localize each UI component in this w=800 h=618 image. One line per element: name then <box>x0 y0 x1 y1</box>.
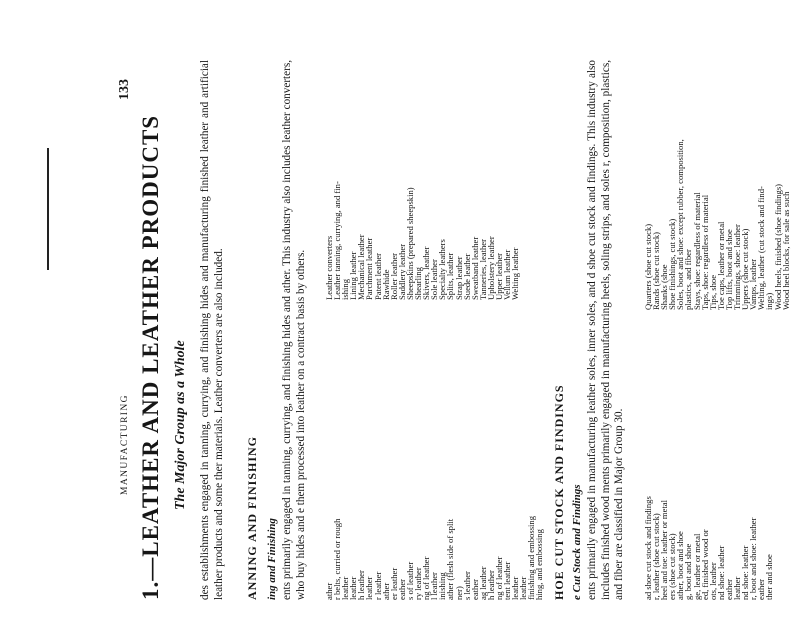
list-item: Shearling <box>413 267 424 300</box>
list-item: ge, leather or metal <box>691 533 702 600</box>
list-item: finishing and embossing <box>526 515 537 600</box>
list-item: Upholstery leather <box>485 236 496 300</box>
list-item: ather <box>380 582 391 600</box>
list-item: s of leather <box>404 561 415 600</box>
list-item: ishing <box>340 278 351 300</box>
running-head-section: MANUFACTURING <box>120 394 130 495</box>
section1-paragraph: ents primarily engaged in tanning, currying, and finishing hides and ather. This industry also includes leather converters, who buy hides and e them processed into leather on a contract basis by others. <box>281 60 307 600</box>
list-item: Roller leather <box>388 252 399 300</box>
list-item: eather <box>723 579 734 600</box>
list-item: Tanneries, leather <box>477 239 488 300</box>
list-item: heel and toe: leather or metal <box>659 500 670 600</box>
list-item: Vellum leather <box>502 249 513 300</box>
section2-column-right <box>644 139 790 310</box>
margin-rule <box>47 148 49 270</box>
list-item: ather, boot and shoe <box>675 531 686 600</box>
list-item: r leather <box>372 571 383 600</box>
section1-column-left <box>325 516 544 600</box>
list-item: nd shoe: leather <box>715 545 726 600</box>
list-item: Strap leather <box>453 256 464 300</box>
list-item: Parchment leather <box>364 237 375 300</box>
list-item: Welting leather <box>510 247 521 300</box>
list-item: r belts, curried or rough <box>332 518 343 600</box>
list-item: Sweatband leather <box>469 236 480 300</box>
list-item: Taps, shoe: regardless of material <box>699 194 710 310</box>
page-number: 133 <box>117 79 132 100</box>
list-item: ng of leather <box>493 556 504 600</box>
chapter-subtitle: The Major Group as a Whole <box>173 340 188 510</box>
list-item: r, boot and shoe: leather <box>748 517 759 600</box>
list-item: ng of leather <box>421 556 432 600</box>
list-item: Trimmings, shoe: leather <box>732 224 743 310</box>
list-item: r, leather (shoe cut stock) <box>651 513 662 600</box>
list-item: Leather converters <box>324 235 334 300</box>
section2-column-left <box>644 496 774 600</box>
list-item: Vamps, leather <box>748 258 759 310</box>
list-item: ers (shoe cut stock) <box>667 533 678 600</box>
list-item: Rawhide <box>380 269 391 300</box>
list-item: plastics, and fiber <box>683 249 694 310</box>
list-item: Wood heel blocks, for sale as such <box>780 191 791 310</box>
list-item: ther and shoe <box>764 554 775 600</box>
list-item: Suede leather <box>461 253 472 300</box>
list-item: ots, leather <box>707 562 718 600</box>
list-item: Sole leather <box>429 259 440 300</box>
list-item: eather <box>469 579 480 600</box>
list-item: g, boot and shoe <box>683 543 694 600</box>
list-item: leather <box>340 576 351 600</box>
list-item: eather <box>756 579 767 600</box>
list-item: leather <box>518 576 529 600</box>
list-item: Sheepskins (prepared sheepskin) <box>404 187 415 300</box>
list-item: leather <box>510 576 521 600</box>
section2-heading: HOE CUT STOCK AND FINDINGS <box>552 384 566 600</box>
intro-paragraph: des establishments engaged in tanning, currying, and finishing hides and manufacturing finished leather and artificial leather products and some ther materials. Leather converters are also included. <box>199 60 225 600</box>
list-item: Leather tanning, currying, and fin- <box>332 181 343 300</box>
list-item: leather <box>732 576 743 600</box>
list-item: s leather <box>461 571 472 600</box>
list-item: ed, finished wood or <box>699 529 710 600</box>
list-item: er leather <box>388 567 399 600</box>
list-item: Skivers, leather <box>421 246 432 300</box>
list-item: ather <box>324 582 334 600</box>
list-item: ather (flesh side of split <box>445 518 456 600</box>
list-item: Stays, shoe: regardless of material <box>691 192 702 310</box>
section1-column-right <box>325 181 519 300</box>
list-item: hing, and embossing <box>534 529 545 600</box>
list-item: Upper leather <box>493 252 504 300</box>
list-item: Shoe finishings, cut stock) <box>667 218 678 310</box>
section2-paragraph: ents primarily engaged in manufacturing leather soles, inner soles, and d shoe cut stock and findings. This industry also includes finished wood ments primarily engaged in manufacturing heels, soling strips, and soles r, composition, plastics, and fiber are classified in Major Group 30. <box>586 60 625 600</box>
list-item: Uppers (shoe cut stock) <box>740 228 751 310</box>
list-item: ag leather <box>477 566 488 600</box>
section2-subheading: e Cut Stock and Findings <box>571 484 583 600</box>
list-item: ad shoe cut stock and findings <box>643 496 653 600</box>
list-item: nd shoe: leather <box>740 545 751 600</box>
list-item: h leather <box>485 570 496 600</box>
list-item: h leather <box>356 570 367 600</box>
list-item: eather <box>396 579 407 600</box>
list-item: inishing <box>437 572 448 600</box>
list-item: Shanks (shoe <box>659 264 670 310</box>
list-item: Toe caps, leather or metal <box>715 221 726 310</box>
list-item: leather <box>364 576 375 600</box>
list-item: ry leather <box>413 567 424 600</box>
list-item: l leather <box>429 572 440 600</box>
list-item: Tips, shoe <box>707 274 718 310</box>
list-item: Rands (shoe cut stock) <box>651 231 662 310</box>
list-item: Saddlery leather <box>396 243 407 300</box>
list-item: leather <box>348 576 359 600</box>
list-item: Top lifts, boot and shoe <box>723 229 734 310</box>
list-item: ner) <box>453 586 464 600</box>
list-item: Quarters (shoe cut stock) <box>643 223 653 310</box>
list-item: Splits, leather <box>445 252 456 300</box>
list-item: tent leather <box>502 561 513 600</box>
list-item: Wood heels, finished (shoe findings) <box>772 183 783 310</box>
chapter-title: 1.—LEATHER AND LEATHER PRODUCTS <box>138 114 163 600</box>
list-item: Welting, leather (cut stock and find- <box>756 186 767 310</box>
list-item: Specialty leathers <box>437 239 448 300</box>
section1-heading: ANNING AND FINISHING <box>245 435 259 600</box>
rotated-page <box>117 60 800 600</box>
list-item: Lining leather <box>348 251 359 300</box>
list-item: ings) <box>764 292 775 310</box>
list-item: Soles, boot and shoe: except rubber, composition, <box>675 139 686 310</box>
list-item: Mechanical leather <box>356 234 367 300</box>
section1-subheading: ing and Finishing <box>266 518 278 600</box>
list-item: Patent leather <box>372 252 383 300</box>
